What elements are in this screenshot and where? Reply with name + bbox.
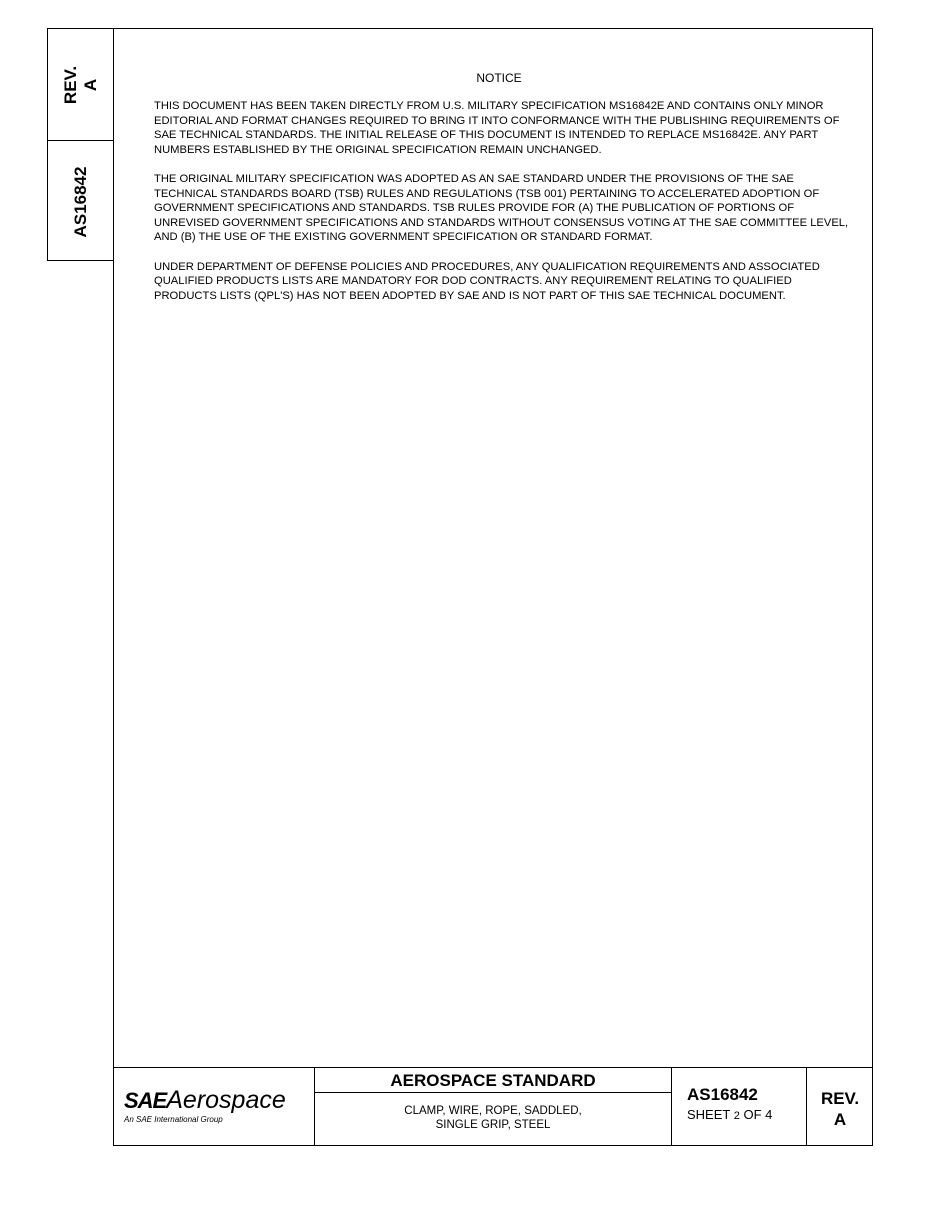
standard-description [315,1104,671,1132]
notice-body [154,99,854,318]
revision-cell [807,1068,873,1146]
logo-sae: SAE [124,1088,167,1113]
revision-value: A [833,1110,847,1129]
side-doc-cell [48,141,114,262]
logo-tagline: An SAE International Group [124,1115,223,1124]
notice-title: NOTICE [476,71,522,85]
side-tab [47,28,113,261]
side-rev-value: A [81,78,100,91]
sheet-of: OF 4 [743,1107,773,1122]
sheet-number: 2 [733,1110,740,1122]
side-doc-number: AS16842 [71,166,90,237]
description-line-1: CLAMP, WIRE, ROPE, SADDLED, [404,1105,582,1117]
revision-label: REV. [820,1089,860,1108]
logo-wordmark [124,1086,286,1115]
side-rev-text [61,65,101,103]
title-block [113,1067,873,1146]
title-cell [315,1068,672,1146]
side-rev-label: REV. [61,65,80,104]
title-divider [315,1092,671,1093]
logo-aerospace: Aerospace [166,1086,286,1114]
document-number: AS16842 [687,1085,758,1104]
sae-aerospace-logo [113,1068,315,1146]
revision-text [807,1088,873,1130]
document-number-cell [672,1068,807,1146]
notice-paragraph-1: THIS DOCUMENT HAS BEEN TAKEN DIRECTLY FROM U.S. MILITARY SPECIFICATION MS16842E AND CONTAINS ONLY MINOR EDITORIAL AND FORMAT CHANGES REQUIRED TO BRING IT INTO CONFORMANCE WITH THE PUBLISHING REQUIREMENTS OF SAE TECHNICAL STANDARDS. THE INITIAL RELEASE OF THIS DOCUMENT IS INTENDED TO REPLACE MS16842E. ANY PART NUMBERS ESTABLISHED BY THE ORIGINAL SPECIFICATION REMAIN UNCHANGED. [154,100,840,156]
side-rev-cell [48,29,114,140]
sheet-label: SHEET [687,1107,731,1122]
sheet-info [687,1107,772,1122]
description-line-2: SINGLE GRIP, STEEL [435,1119,551,1131]
standard-heading: AEROSPACE STANDARD [390,1071,596,1090]
notice-paragraph-2: THE ORIGINAL MILITARY SPECIFICATION WAS ADOPTED AS AN SAE STANDARD UNDER THE PROVISIONS OF THE SAE TECHNICAL STANDARDS BOARD (TSB) RULES AND REGULATIONS (TSB 001) PERTAINING TO ACCELERATED ADOPTION OF GOVERNMENT SPECIFICATIONS AND STANDARDS. TSB RULES PROVIDE FOR (A) THE PUBLICATION OF PORTIONS OF UNREVISED GOVERNMENT SPECIFICATIONS AND STANDARDS WITHOUT CONSENSUS VOTING AT THE SAE COMMITTEE LEVEL, AND (B) THE USE OF THE EXISTING GOVERNMENT SPECIFICATION OR STANDARD FORMAT. [154,173,849,243]
notice-paragraph-3: UNDER DEPARTMENT OF DEFENSE POLICIES AND PROCEDURES, ANY QUALIFICATION REQUIREMENTS AND ASSOCIATED QUALIFIED PRODUCTS LISTS ARE MANDATORY FOR DOD CONTRACTS. ANY REQUIREMENT RELATING TO QUALIFIED PRODUCTS LISTS (QPL'S) HAS NOT BEEN ADOPTED BY SAE AND IS NOT PART OF THIS SAE TECHNICAL DOCUMENT. [154,260,820,302]
